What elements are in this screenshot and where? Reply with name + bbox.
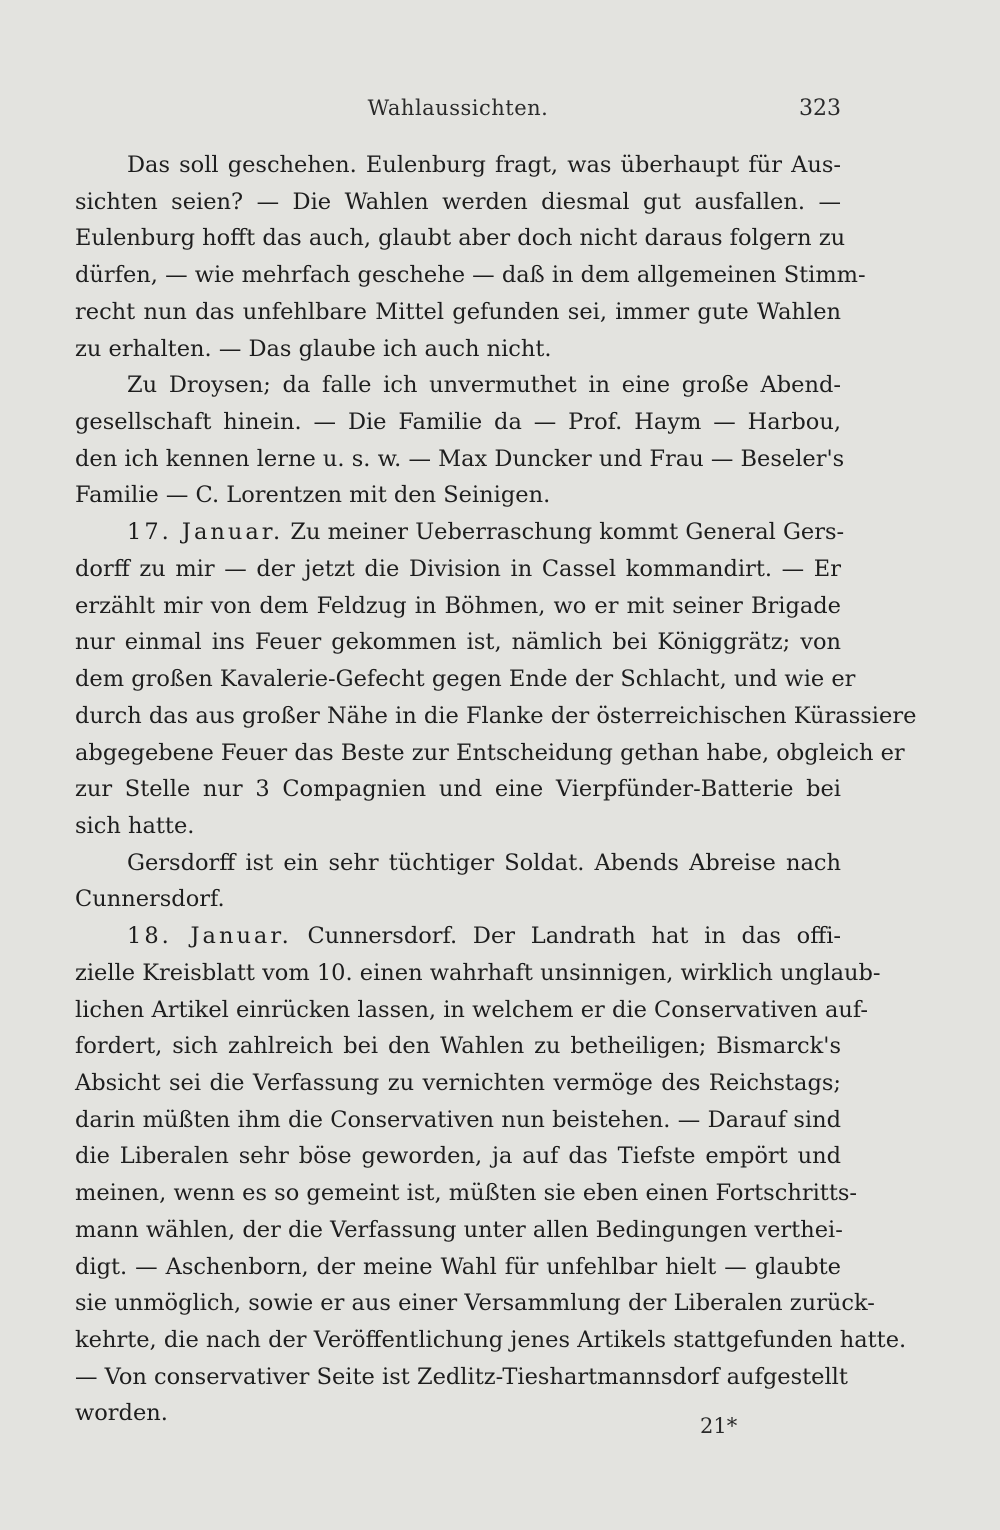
- text-line: zielle Kreisblatt vom 10. einen wahrhaft unsinnigen, wirklich unglaub-: [75, 959, 881, 986]
- date-heading: 18. Januar.: [127, 923, 292, 950]
- text-line: sich hatte.: [75, 812, 195, 839]
- text-line: zu erhalten. — Das glaube ich auch nicht.: [75, 335, 552, 362]
- text-line-rest: Cunnersdorf. Der Landrath hat in das offi-: [307, 923, 841, 950]
- text-line: darin müßten ihm die Conservativen nun beistehen. — Darauf sind: [75, 1106, 841, 1133]
- text-line: fordert, sich zahlreich bei den Wahlen zu betheiligen; Bismarck's: [75, 1033, 841, 1060]
- text-line: — Von conservativer Seite ist Zedlitz-Tieshartmannsdorf aufgestellt: [75, 1363, 848, 1390]
- text-line: dorff zu mir — der jetzt die Division in Cassel kommandirt. — Er: [75, 555, 841, 582]
- text-line: recht nun das unfehlbare Mittel gefunden sei, immer gute Wahlen: [75, 298, 841, 325]
- text-line: Gersdorff ist ein sehr tüchtiger Soldat. Abends Abreise nach: [127, 849, 841, 876]
- text-line: dürfen, — wie mehrfach geschehe — daß in dem allgemeinen Stimm-: [75, 262, 866, 289]
- text-line: sichten seien? — Die Wahlen werden diesmal gut ausfallen. —: [75, 188, 841, 215]
- text-line: kehrte, die nach der Veröffentlichung jenes Artikels stattgefunden hatte.: [75, 1327, 907, 1353]
- text-line: lichen Artikel einrücken lassen, in welchem er die Conservativen auf-: [75, 996, 868, 1023]
- text-line: Eulenburg hofft das auch, glaubt aber doch nicht daraus folgern zu: [75, 225, 846, 252]
- text-line: abgegebene Feuer das Beste zur Entscheidung gethan habe, obgleich er: [75, 739, 905, 766]
- text-line: erzählt mir von dem Feldzug in Böhmen, wo er mit seiner Brigade: [75, 592, 841, 619]
- text-line: [75, 918, 841, 955]
- running-title: Wahlaussichten.: [367, 96, 549, 120]
- text-line: Zu Droysen; da falle ich unvermuthet in eine große Abend-: [127, 372, 841, 399]
- date-heading: 17. Januar.: [127, 519, 284, 546]
- body-text: [75, 147, 917, 1432]
- page-number: 323: [799, 96, 841, 121]
- text-line: digt. — Aschenborn, der meine Wahl für unfehlbar hielt — glaubte: [75, 1253, 841, 1280]
- text-line: dem großen Kavalerie-Gefecht gegen Ende der Schlacht, und wie er: [75, 666, 856, 693]
- page-header: [75, 96, 841, 128]
- text-line: zur Stelle nur 3 Compagnien und eine Vierpfünder-Batterie bei: [75, 776, 841, 803]
- text-line: die Liberalen sehr böse geworden, ja auf das Tiefste empört und: [75, 1143, 841, 1170]
- text-line: durch das aus großer Nähe in die Flanke der österreichischen Kürassiere: [75, 702, 917, 729]
- text-line: Absicht sei die Verfassung zu vernichten vermöge des Reichstags;: [75, 1069, 841, 1096]
- text-line: meinen, wenn es so gemeint ist, müßten sie eben einen Fortschritts-: [75, 1180, 858, 1207]
- text-line: Cunnersdorf.: [75, 886, 225, 913]
- text-line: Familie — C. Lorentzen mit den Seinigen.: [75, 482, 551, 509]
- text-line: worden.: [75, 1400, 168, 1427]
- text-line: sie unmöglich, sowie er aus einer Versammlung der Liberalen zurück-: [75, 1290, 875, 1317]
- text-line: [75, 514, 845, 551]
- text-line: Das soll geschehen. Eulenburg fragt, was überhaupt für Aus-: [127, 152, 841, 178]
- text-line: nur einmal ins Feuer gekommen ist, nämlich bei Königgrätz; von: [75, 629, 841, 656]
- text-line-rest: Zu meiner Ueberraschung kommt General Gers-: [290, 519, 845, 546]
- signature-mark: 21*: [700, 1414, 738, 1438]
- text-line: den ich kennen lerne u. s. w. — Max Duncker und Frau — Beseler's: [75, 445, 845, 472]
- text-line: mann wählen, der die Verfassung unter allen Bedingungen verthei-: [75, 1216, 843, 1243]
- text-line: gesellschaft hinein. — Die Familie da — Prof. Haym — Harbou,: [75, 409, 841, 436]
